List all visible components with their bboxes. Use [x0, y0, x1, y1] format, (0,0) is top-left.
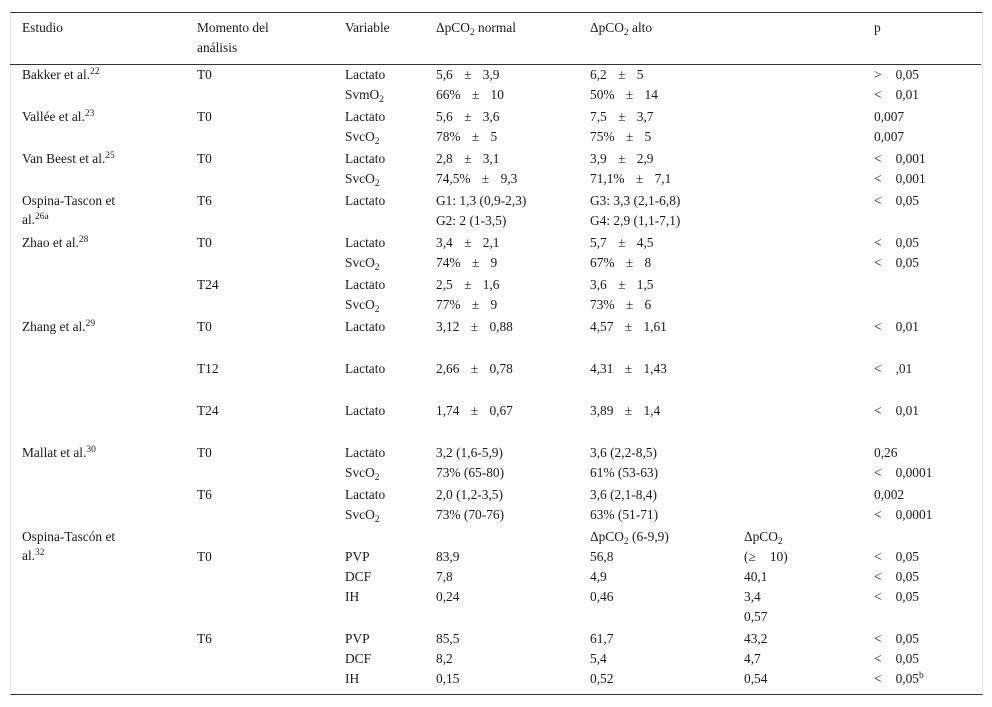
p-value: < 0,05	[874, 255, 919, 270]
mid-value: 0,46	[590, 589, 614, 604]
high-value: 0,57	[744, 609, 768, 624]
normal-value: 8,2	[436, 651, 453, 666]
normal-value: 66% ± 10	[436, 87, 504, 102]
normal-value: 2,5 ± 1,6	[436, 277, 500, 292]
p-value: 0,007	[874, 129, 905, 144]
p-value: 0,002	[874, 487, 905, 502]
variable-svco2: SvcO$_2$	[345, 129, 380, 147]
study-mallat: Mallat et al.$^{30}$	[22, 445, 96, 460]
alto-value: 71,1% ± 7,1	[590, 171, 672, 186]
variable-svco2: SvcO$_2$	[345, 507, 380, 525]
normal-value: 0,15	[436, 671, 460, 686]
variable-ih: IH	[345, 671, 360, 686]
alto-value: 73% ± 6	[590, 297, 652, 312]
normal-value: 2,66 ± 0,78	[436, 361, 513, 376]
moment: T0	[197, 67, 212, 82]
p-value: < 0,05	[874, 651, 919, 666]
mid-value: 61,7	[590, 631, 614, 646]
subgroup-mid-header: ΔpCO$_2$ (6-9,9)	[590, 529, 669, 547]
variable-lactato: Lactato	[345, 403, 386, 418]
moment: T12	[197, 361, 219, 376]
alto-value: 3,9 ± 2,9	[590, 151, 654, 166]
subgroup-high-header-line2: (≥ 10)	[744, 549, 788, 564]
variable-svco2: SvcO$_2$	[345, 297, 380, 315]
normal-value: 74% ± 9	[436, 255, 498, 270]
variable-lactato: Lactato	[345, 67, 386, 82]
normal-value: 3,2 (1,6-5,9)	[436, 445, 503, 460]
variable-lactato: Lactato	[345, 277, 386, 292]
moment: T6	[197, 193, 212, 208]
header-divider	[10, 64, 981, 65]
study-ospina-tascon: Ospina-Tascon et	[22, 193, 116, 208]
header-dpco2-alto: ΔpCO$_2$ alto	[590, 20, 653, 38]
study-ospina-tascon-2-line2: al.$^{32}$	[22, 548, 45, 563]
moment: T24	[197, 277, 219, 292]
variable-dcf: DCF	[345, 651, 372, 666]
moment: T0	[197, 109, 212, 124]
moment: T0	[197, 445, 212, 460]
normal-value: G2: 2 (1-3,5)	[436, 213, 507, 228]
variable-svco2: SvcO$_2$	[345, 171, 380, 189]
alto-value: 5,7 ± 4,5	[590, 235, 654, 250]
alto-value: 67% ± 8	[590, 255, 652, 270]
p-value: < 0,01	[874, 319, 919, 334]
variable-lactato: Lactato	[345, 445, 386, 460]
p-value: < 0,05	[874, 235, 919, 250]
normal-value: G1: 1,3 (0,9-2,3)	[436, 193, 527, 208]
variable-lactato: Lactato	[345, 487, 386, 502]
variable-pvp: PVP	[345, 631, 370, 646]
normal-value: 5,6 ± 3,9	[436, 67, 500, 82]
variable-lactato: Lactato	[345, 319, 386, 334]
normal-value: 73% (65-80)	[436, 465, 505, 480]
normal-value: 1,74 ± 0,67	[436, 403, 513, 418]
moment: T0	[197, 235, 212, 250]
variable-lactato: Lactato	[345, 109, 386, 124]
variable-pvp: PVP	[345, 549, 370, 564]
header-variable: Variable	[345, 20, 390, 35]
study-vallee: Vallée et al.$^{23}$	[22, 109, 95, 124]
normal-value: 74,5% ± 9,3	[436, 171, 518, 186]
p-value: < 0,05$^b$	[874, 671, 924, 686]
moment: T24	[197, 403, 219, 418]
variable-lactato: Lactato	[345, 235, 386, 250]
p-value: < 0,05	[874, 589, 919, 604]
moment: T0	[197, 549, 212, 564]
header-momento-line2: análisis	[197, 40, 238, 55]
normal-value: 78% ± 5	[436, 129, 498, 144]
normal-value: 2,8 ± 3,1	[436, 151, 500, 166]
p-value: < 0,05	[874, 549, 919, 564]
moment: T0	[197, 319, 212, 334]
normal-value: 7,8	[436, 569, 453, 584]
p-value: 0,007	[874, 109, 905, 124]
alto-value: G4: 2,9 (1,1-7,1)	[590, 213, 681, 228]
variable-ih: IH	[345, 589, 360, 604]
moment: T6	[197, 487, 212, 502]
variable-svco2: SvcO$_2$	[345, 255, 380, 273]
study-van-beest: Van Beest et al.$^{25}$	[22, 151, 115, 166]
p-value: < 0,05	[874, 631, 919, 646]
normal-value: 3,4 ± 2,1	[436, 235, 500, 250]
alto-value: 63% (51-71)	[590, 507, 659, 522]
study-bakker: Bakker et al.$^{22}$	[22, 67, 100, 82]
p-value: < 0,001	[874, 151, 926, 166]
p-value: < 0,0001	[874, 465, 933, 480]
alto-value: 3,89 ± 1,4	[590, 403, 661, 418]
alto-value: 4,31 ± 1,43	[590, 361, 667, 376]
mid-value: 5,4	[590, 651, 607, 666]
study-zhao: Zhao et al.$^{28}$	[22, 235, 89, 250]
subgroup-high-header: ΔpCO$_2$	[744, 529, 783, 547]
high-value: 40,1	[744, 569, 768, 584]
variable-lactato: Lactato	[345, 193, 386, 208]
high-value: 3,4	[744, 589, 761, 604]
study-zhang: Zhang et al.$^{29}$	[22, 319, 96, 334]
moment: T0	[197, 151, 212, 166]
moment: T6	[197, 631, 212, 646]
mid-value: 0,52	[590, 671, 614, 686]
alto-value: G3: 3,3 (2,1-6,8)	[590, 193, 681, 208]
alto-value: 6,2 ± 5	[590, 67, 644, 82]
variable-dcf: DCF	[345, 569, 372, 584]
study-ospina-tascon-2: Ospina-Tascón et	[22, 529, 116, 544]
alto-value: 3,6 ± 1,5	[590, 277, 654, 292]
alto-value: 3,6 (2,2-8,5)	[590, 445, 657, 460]
mid-value: 4,9	[590, 569, 607, 584]
variable-svmo2: SvmO$_2$	[345, 87, 384, 105]
variable-lactato: Lactato	[345, 151, 386, 166]
p-value: < 0,01	[874, 87, 919, 102]
p-value: 0,26	[874, 445, 898, 460]
normal-value: 73% (70-76)	[436, 507, 505, 522]
normal-value: 2,0 (1,2-3,5)	[436, 487, 503, 502]
alto-value: 7,5 ± 3,7	[590, 109, 654, 124]
p-value: > 0,05	[874, 67, 919, 82]
alto-value: 3,6 (2,1-8,4)	[590, 487, 657, 502]
alto-value: 4,57 ± 1,61	[590, 319, 667, 334]
header-estudio: Estudio	[22, 20, 63, 35]
header-dpco2-normal: ΔpCO$_2$ normal	[436, 20, 516, 38]
p-value: < 0,05	[874, 569, 919, 584]
normal-value: 3,12 ± 0,88	[436, 319, 513, 334]
header-p: p	[874, 20, 881, 35]
header-momento: Momento del	[197, 20, 269, 35]
p-value: < 0,001	[874, 171, 926, 186]
p-value: < ,01	[874, 361, 913, 376]
alto-value: 75% ± 5	[590, 129, 652, 144]
normal-value: 0,24	[436, 589, 460, 604]
normal-value: 5,6 ± 3,6	[436, 109, 500, 124]
p-value: < 0,0001	[874, 507, 933, 522]
normal-value: 77% ± 9	[436, 297, 498, 312]
high-value: 4,7	[744, 651, 761, 666]
variable-lactato: Lactato	[345, 361, 386, 376]
variable-svco2: SvcO$_2$	[345, 465, 380, 483]
normal-value: 83,9	[436, 549, 460, 564]
p-value: < 0,01	[874, 403, 919, 418]
study-ospina-tascon-line2: al.$^{26a}$	[22, 212, 49, 227]
normal-value: 85,5	[436, 631, 460, 646]
high-value: 43,2	[744, 631, 768, 646]
alto-value: 61% (53-63)	[590, 465, 659, 480]
alto-value: 50% ± 14	[590, 87, 658, 102]
mid-value: 56,8	[590, 549, 614, 564]
p-value: < 0,05	[874, 193, 919, 208]
high-value: 0,54	[744, 671, 768, 686]
